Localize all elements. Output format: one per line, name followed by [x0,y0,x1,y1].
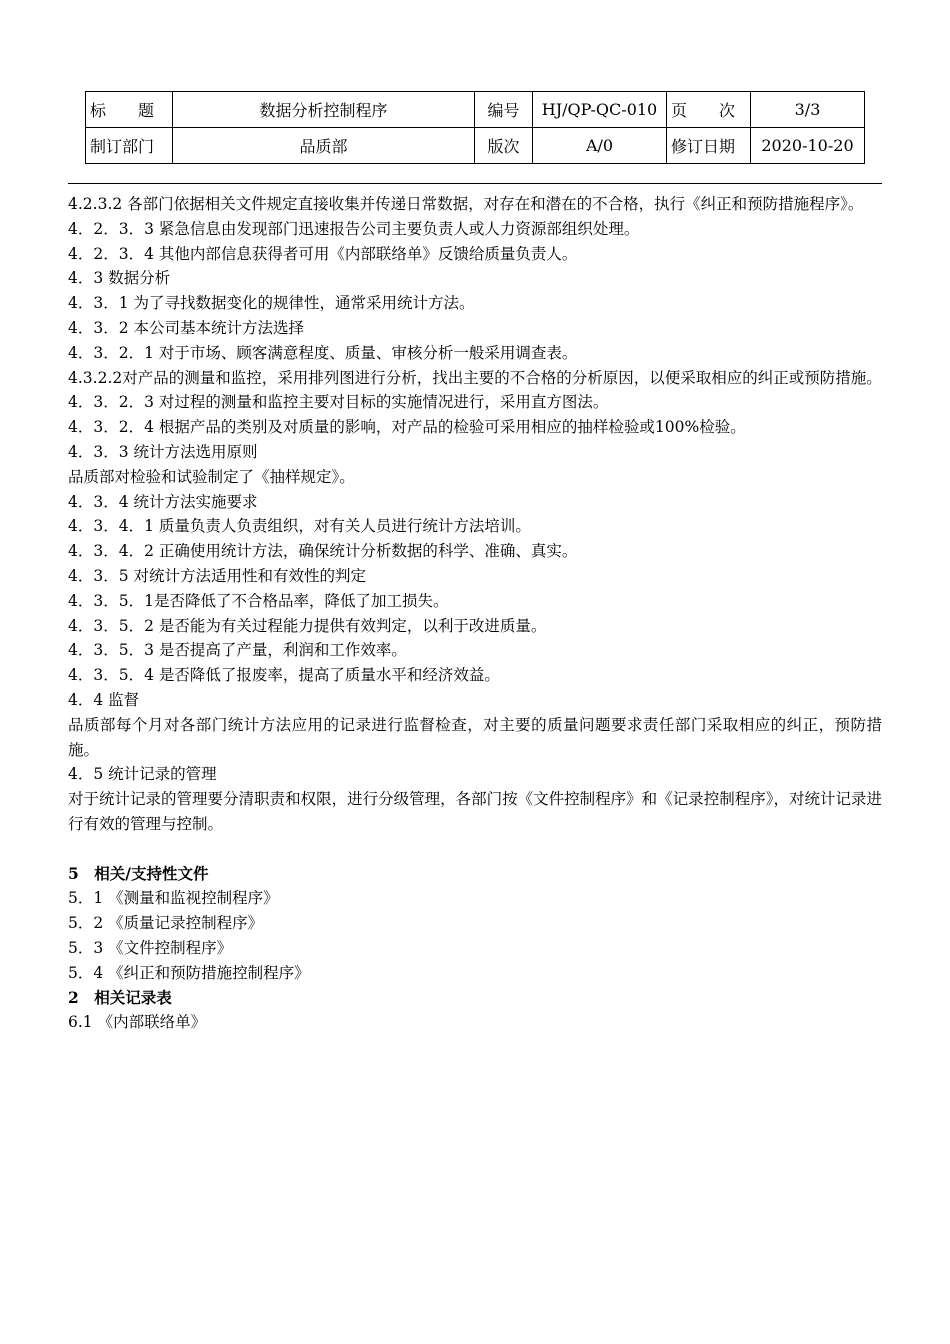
code-label: 编号 [475,92,533,128]
section-6-heading: 2 相关记录表 [68,987,172,1007]
body-line: 品质部每个月对各部门统计方法应用的记录进行监督检查，对主要的质量问题要求责任部门采取相应的纠正，预防措施。 [68,715,882,759]
page-label: 页 次 [667,92,751,128]
body-line: 4．3．2．4 根据产品的类别及对质量的影响，对产品的检验可采用相应的抽样检验或100%检验。 [68,418,746,437]
dept-label: 制订部门 [86,128,173,164]
revision-date-label: 修订日期 [667,128,751,164]
body-line: 4．4 监督 [68,690,140,709]
body-line: 4.2.3.2 各部门依据相关文件规定直接收集并传递日常数据，对存在和潜在的不合格，执行《纠正和预防措施程序》。 [68,195,864,213]
body-line: 4．3．5．1是否降低了不合格品率，降低了加工损失。 [68,591,449,610]
section-6-item: 6.1 《内部联络单》 [68,1013,207,1032]
document-title: 数据分析控制程序 [173,92,475,128]
body-line: 4．5 统计记录的管理 [68,765,217,784]
department: 品质部 [173,128,475,164]
body-line: 4．3．1 为了寻找数据变化的规律性，通常采用统计方法。 [68,294,475,313]
document-code: HJ/QP-QC-010 [533,92,667,128]
body-line: 4．3．5．2 是否能为有关过程能力提供有效判定，以利于改进质量。 [68,616,547,635]
body-line: 4．3．3 统计方法选用原则 [68,442,258,461]
section-5-item: 5．3 《文件控制程序》 [68,938,233,957]
revision-date: 2020-10-20 [751,128,865,164]
body-line: 4.3.2.2对产品的测量和监控，采用排列图进行分析，找出主要的不合格的分析原因，以便采取相应的纠正或预防措施。 [68,368,882,387]
body-line: 4．3．2．3 对过程的测量和监控主要对目标的实施情况进行，采用直方图法。 [68,393,609,412]
body-line: 4．3．4 统计方法实施要求 [68,492,258,511]
section-5-item: 5．2 《质量记录控制程序》 [68,914,264,933]
body-line: 4．3 数据分析 [68,269,171,288]
section-5-item: 5．1 《测量和监视控制程序》 [68,889,279,908]
body-line: 4．3．5．3 是否提高了产量，利润和工作效率。 [68,641,407,660]
version: A/0 [533,128,667,164]
section-spacer [68,837,882,862]
section-5-heading: 5 相关/支持性文件 [68,863,209,883]
body-line: 4．3．2．1 对于市场、顾客满意程度、质量、审核分析一般采用调查表。 [68,343,578,362]
body-line: 4．3．5 对统计方法适用性和有效性的判定 [68,566,367,585]
body-line: 对于统计记录的管理要分清职责和权限，进行分级管理，各部门按《文件控制程序》和《记录控制程序》，对统计记录进行有效的管理与控制。 [68,790,882,833]
body-line: 4．2．3．4 其他内部信息获得者可用《内部联络单》反馈给质量负责人。 [68,244,578,263]
page-number: 3/3 [751,92,865,128]
body-line: 4．3．5．4 是否降低了报废率，提高了质量水平和经济效益。 [68,666,500,685]
document-header-table [85,91,865,164]
body-line: 品质部对检验和试验制定了《抽样规定》。 [68,467,355,486]
body-line: 4．3．4．1 质量负责人负责组织，对有关人员进行统计方法培训。 [68,517,531,536]
title-label: 标 题 [86,92,173,128]
section-5-item: 5．4 《纠正和预防措施控制程序》 [68,963,310,982]
body-line: 4．2．3．3 紧急信息由发现部门迅速报告公司主要负责人或人力资源部组织处理。 [68,219,640,238]
document-body [68,192,882,1035]
body-line: 4．3．4．2 正确使用统计方法，确保统计分析数据的科学、准确、真实。 [68,542,578,561]
body-line: 4．3．2 本公司基本统计方法选择 [68,318,305,337]
version-label: 版次 [475,128,533,164]
header-divider [68,183,882,184]
header-row-1 [86,92,865,128]
header-row-2 [86,128,865,164]
